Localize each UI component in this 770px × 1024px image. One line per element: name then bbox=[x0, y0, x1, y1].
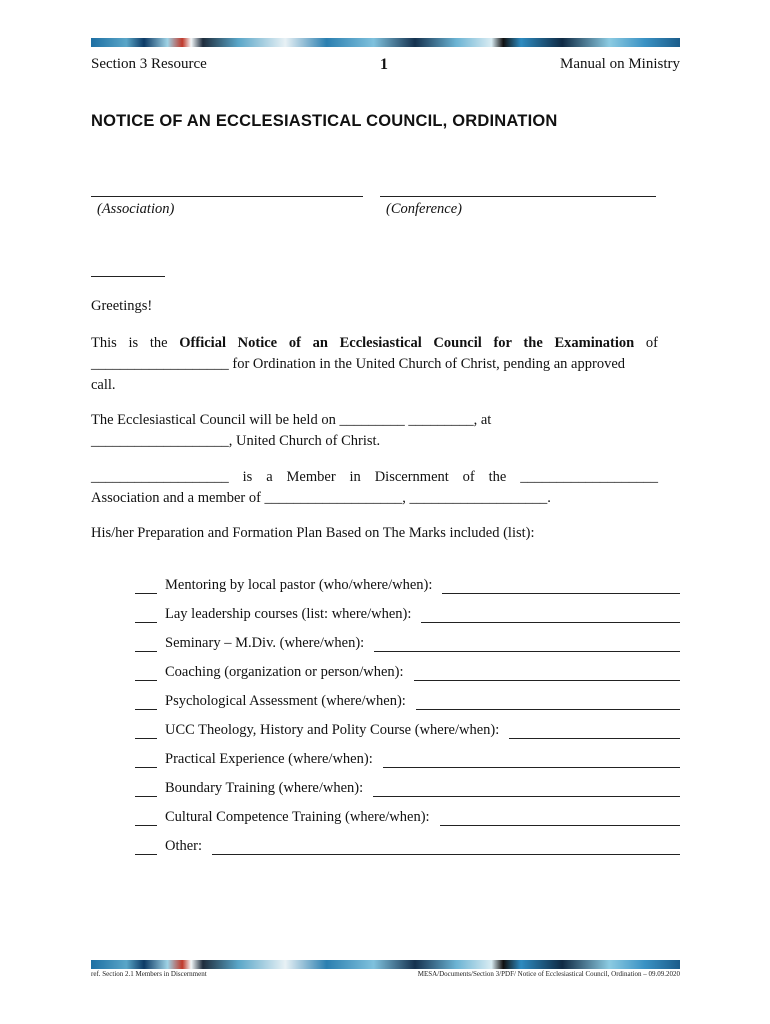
header-manual-label: Manual on Ministry bbox=[560, 56, 680, 72]
checklist-label: Psychological Assessment (where/when): bbox=[165, 693, 406, 709]
official-notice-line bbox=[91, 333, 658, 354]
answer-line[interactable] bbox=[440, 807, 680, 826]
answer-line[interactable] bbox=[421, 604, 680, 623]
call-line: call. bbox=[91, 377, 116, 393]
footer-document-path: MESA/Documents/Section 3/PDF/ Notice of Ecclesiastical Council, Ordination – 09.09.2020 bbox=[417, 970, 680, 978]
check-blank[interactable] bbox=[135, 778, 157, 797]
document-title: NOTICE OF AN ECCLESIASTICAL COUNCIL, ORDINATION bbox=[91, 112, 558, 130]
date-line[interactable] bbox=[91, 276, 165, 277]
checklist-item bbox=[135, 565, 680, 594]
check-blank[interactable] bbox=[135, 633, 157, 652]
answer-line[interactable] bbox=[374, 633, 680, 652]
answer-line[interactable] bbox=[414, 662, 680, 681]
official-bold-text: Official Notice of an Ecclesiastical Council for the Examination bbox=[179, 335, 635, 351]
checklist-item bbox=[135, 594, 680, 623]
checklist-item bbox=[135, 797, 680, 826]
member-discernment-line: ___________________ is a Member in Discernment of the ___________________ bbox=[91, 469, 658, 485]
council-date-line: The Ecclesiastical Council will be held on _________ _________, at bbox=[91, 412, 492, 428]
footer-reference: ref. Section 2.1 Members in Discernment bbox=[91, 970, 207, 978]
conference-label: (Conference) bbox=[386, 201, 462, 217]
check-blank[interactable] bbox=[135, 720, 157, 739]
checklist-item bbox=[135, 623, 680, 652]
ordination-line: ___________________ for Ordination in the United Church of Christ, pending an approved bbox=[91, 356, 626, 372]
checklist-label: Boundary Training (where/when): bbox=[165, 780, 364, 796]
checklist-label: Other: bbox=[165, 838, 203, 854]
conference-signature-line[interactable] bbox=[380, 196, 656, 197]
checklist-item bbox=[135, 768, 680, 797]
checklist-item bbox=[135, 652, 680, 681]
member-association-line: Association and a member of ___________________, ___________________. bbox=[91, 490, 551, 506]
answer-line[interactable] bbox=[383, 749, 680, 768]
checklist-label: Practical Experience (where/when): bbox=[165, 751, 373, 767]
header-decorative-band bbox=[91, 38, 680, 47]
answer-line[interactable] bbox=[509, 720, 680, 739]
checklist-item bbox=[135, 681, 680, 710]
check-blank[interactable] bbox=[135, 662, 157, 681]
answer-line[interactable] bbox=[373, 778, 680, 797]
checklist-item bbox=[135, 826, 680, 855]
association-signature-line[interactable] bbox=[91, 196, 363, 197]
answer-line[interactable] bbox=[212, 836, 680, 855]
check-blank[interactable] bbox=[135, 807, 157, 826]
council-place-line: ___________________, United Church of Christ. bbox=[91, 433, 381, 449]
check-blank[interactable] bbox=[135, 749, 157, 768]
page-number: 1 bbox=[380, 56, 388, 73]
checklist-label: Cultural Competence Training (where/when): bbox=[165, 809, 430, 825]
formation-checklist bbox=[135, 565, 680, 855]
checklist-item bbox=[135, 739, 680, 768]
greeting: Greetings! bbox=[91, 298, 153, 314]
header-section-label: Section 3 Resource bbox=[91, 56, 207, 72]
association-label: (Association) bbox=[97, 201, 175, 217]
official-prefix: This is the bbox=[91, 335, 180, 351]
check-blank[interactable] bbox=[135, 575, 157, 594]
answer-line[interactable] bbox=[442, 575, 680, 594]
checklist-label: Coaching (organization or person/when): bbox=[165, 664, 404, 680]
footer-decorative-band bbox=[91, 960, 680, 969]
checklist-label: UCC Theology, History and Polity Course (where/when): bbox=[165, 722, 500, 738]
checklist-item bbox=[135, 710, 680, 739]
check-blank[interactable] bbox=[135, 604, 157, 623]
answer-line[interactable] bbox=[416, 691, 680, 710]
checklist-label: Lay leadership courses (list: where/when): bbox=[165, 606, 412, 622]
check-blank[interactable] bbox=[135, 836, 157, 855]
official-suffix: of bbox=[634, 335, 658, 351]
checklist-label: Mentoring by local pastor (who/where/when): bbox=[165, 577, 433, 593]
checklist-label: Seminary – M.Div. (where/when): bbox=[165, 635, 365, 651]
plan-intro: His/her Preparation and Formation Plan Based on The Marks included (list): bbox=[91, 525, 535, 541]
check-blank[interactable] bbox=[135, 691, 157, 710]
